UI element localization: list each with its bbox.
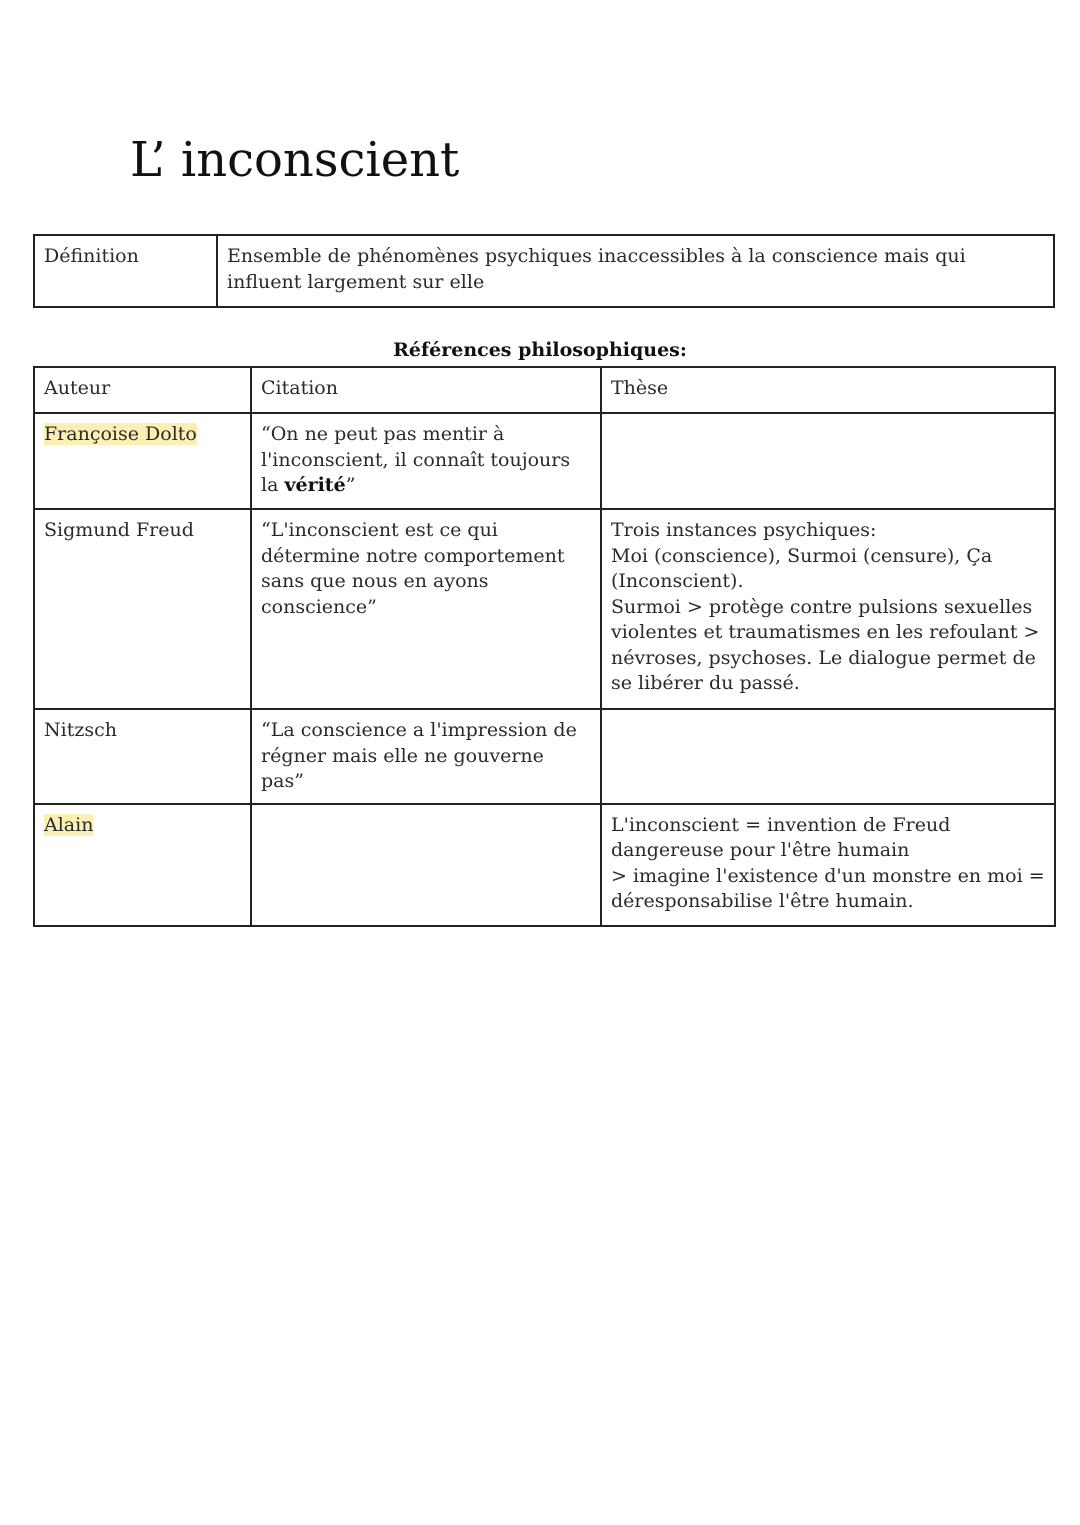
thesis-cell [601,709,1055,804]
quote-close: ” [345,474,356,496]
quote-cell [251,709,601,804]
quote-text: “La conscience a l'impression de régner mais elle ne gouverne pas” [261,719,577,792]
column-header-quote: Citation [251,367,601,413]
table-row [34,709,1055,804]
table-row [34,413,1055,509]
quote-cell [251,413,601,509]
quote-cell [251,804,601,926]
references-heading: Références philosophiques: [393,339,687,361]
table-row [34,804,1055,926]
author-cell [34,509,251,709]
author-name-highlighted: Françoise Dolto [44,423,197,445]
references-table [33,366,1056,927]
definition-text: Ensemble de phénomènes psychiques inaccessibles à la conscience mais qui influent largement sur elle [217,235,1054,307]
thesis-line: > imagine l'existence d'un monstre en moi = déresponsabilise l'être humain. [611,864,1045,912]
author-name: Nitzsch [44,719,117,741]
thesis-cell [601,413,1055,509]
author-cell [34,413,251,509]
thesis-line: Moi (conscience), Surmoi (censure), Ça (Inconscient). [611,544,993,592]
author-name-highlighted: Alain [44,813,94,836]
definition-table [33,234,1055,308]
table-row [34,509,1055,709]
quote-cell [251,509,601,709]
quote-bold-word: vérité [284,474,346,496]
definition-label: Définition [34,235,217,307]
thesis-cell [601,509,1055,709]
thesis-line: Surmoi > protège contre pulsions sexuelles violentes et traumatismes en les refoulant > névroses, psychoses. Le dialogue permet de se libérer du passé. [611,595,1040,694]
column-header-thesis: Thèse [601,367,1055,413]
table-header-row [34,367,1055,413]
thesis-cell [601,804,1055,926]
page-title: L’ inconscient [130,132,460,188]
thesis-line: Trois instances psychiques: [611,519,877,541]
quote-text: “On ne peut pas mentir à l'inconscient, il connaît toujours la [261,423,571,496]
author-cell [34,709,251,804]
author-name: Sigmund Freud [44,519,194,541]
definition-row [34,235,1054,307]
author-cell [34,804,251,926]
quote-text: “L'inconscient est ce qui détermine notre comportement sans que nous en ayons conscience” [261,519,565,618]
thesis-line: L'inconscient = invention de Freud dangereuse pour l'être humain [611,813,951,861]
column-header-author: Auteur [34,367,251,413]
